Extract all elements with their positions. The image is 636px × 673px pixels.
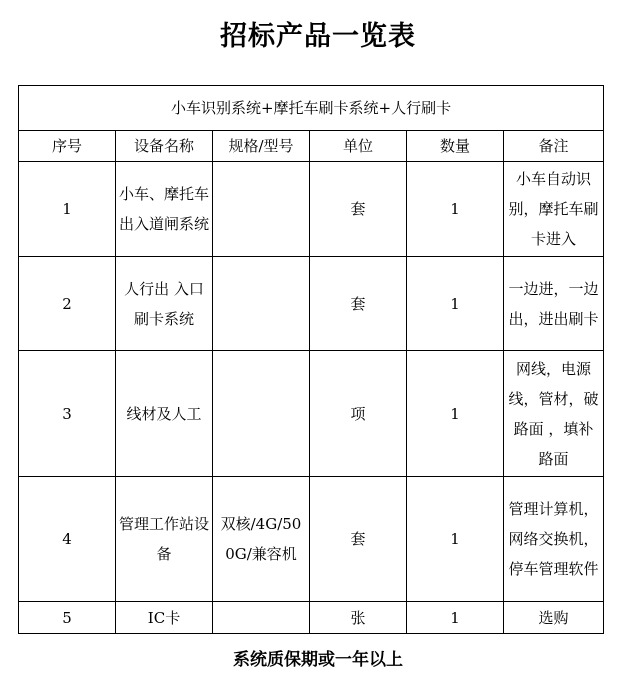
cell-unit: 项 [310, 351, 407, 477]
product-table [18, 85, 604, 634]
cell-name: 管理工作站设备 [116, 477, 213, 602]
table-row [19, 602, 604, 634]
cell-qty: 1 [407, 351, 504, 477]
cell-no: 1 [19, 162, 116, 257]
table-caption: 小车识别系统+摩托车刷卡系统+人行刷卡 [19, 86, 604, 131]
cell-name: 小车、摩托车出入道闸系统 [116, 162, 213, 257]
cell-note: 网线，电源线，管材，破路面 ，填补路面 [504, 351, 604, 477]
table-row [19, 351, 604, 477]
cell-no: 3 [19, 351, 116, 477]
cell-unit: 套 [310, 477, 407, 602]
header-unit: 单位 [310, 131, 407, 162]
cell-name: 线材及人工 [116, 351, 213, 477]
warranty-note: 系统质保期或一年以上 [233, 650, 403, 670]
table-header-row [19, 131, 604, 162]
cell-spec [213, 257, 310, 351]
cell-note: 选购 [504, 602, 604, 634]
cell-note: 一边进，一边出，进出刷卡 [504, 257, 604, 351]
cell-qty: 1 [407, 162, 504, 257]
header-no: 序号 [19, 131, 116, 162]
cell-no: 4 [19, 477, 116, 602]
cell-unit: 套 [310, 162, 407, 257]
cell-spec [213, 162, 310, 257]
cell-note: 管理计算机，网络交换机，停车管理软件 [504, 477, 604, 602]
table-row [19, 162, 604, 257]
header-name: 设备名称 [116, 131, 213, 162]
cell-name: 人行出 入口刷卡系统 [116, 257, 213, 351]
cell-no: 2 [19, 257, 116, 351]
header-qty: 数量 [407, 131, 504, 162]
cell-spec [213, 602, 310, 634]
cell-note: 小车自动识别，摩托车刷卡进入 [504, 162, 604, 257]
table-row [19, 477, 604, 602]
cell-unit: 套 [310, 257, 407, 351]
cell-unit: 张 [310, 602, 407, 634]
cell-spec: 双核/4G/500G/兼容机 [213, 477, 310, 602]
cell-name: IC卡 [116, 602, 213, 634]
table-caption-row [19, 86, 604, 131]
cell-qty: 1 [407, 602, 504, 634]
cell-no: 5 [19, 602, 116, 634]
cell-qty: 1 [407, 477, 504, 602]
cell-qty: 1 [407, 257, 504, 351]
page-title: 招标产品一览表 [220, 21, 416, 52]
header-spec: 规格/型号 [213, 131, 310, 162]
header-note: 备注 [504, 131, 604, 162]
table-row [19, 257, 604, 351]
cell-spec [213, 351, 310, 477]
